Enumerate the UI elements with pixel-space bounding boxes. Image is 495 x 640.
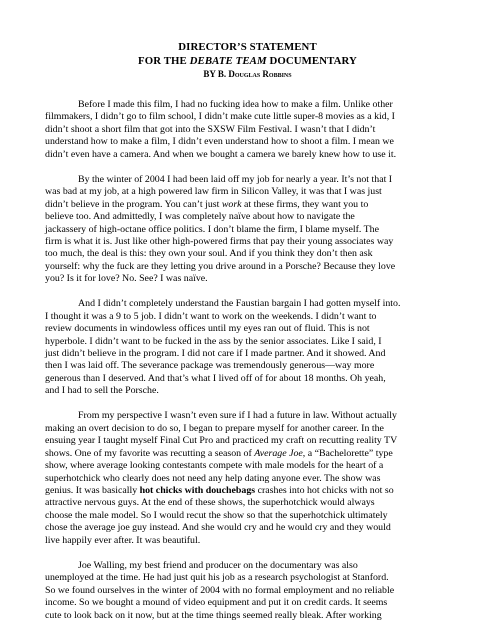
title-suffix: DOCUMENTARY <box>266 55 357 67</box>
text-line: And I didn’t completely understand the Faustian bargain I had gotten myself into. <box>78 298 401 310</box>
text-line: unemployed at the time. He had just quit his job as a research psychologist at Stanford. <box>45 572 389 584</box>
title-prefix: FOR THE <box>138 55 190 67</box>
text-line: just didn’t believe in the program. I did not care if I made partner. And it showed. And <box>45 348 386 360</box>
text-segment: , a “Bachelorette” type <box>302 447 393 459</box>
text-line: was bad at my job, at a high powered law firm in Silicon Valley, it was that I was just <box>45 186 382 198</box>
text-line: making an overt decision to do so, I began to prepare myself for another career. In the <box>45 422 384 434</box>
text-line <box>45 448 465 460</box>
text-line: By the winter of 2004 I had been laid off my job for nearly a year. It’s not that I <box>78 173 393 185</box>
paragraph <box>45 99 465 161</box>
text-line: believe too. And admittedly, I was completely naïve about how to navigate the <box>45 211 355 223</box>
text-line: generous than I deserved. And that’s what I lived off of for about 18 months. Oh yeah, <box>45 372 386 384</box>
bold-emphasis: hot chicks with douchebags <box>139 485 256 496</box>
author-name: B. Douglas Robbins <box>217 69 292 79</box>
text-line: understand how to make a film, I didn’t even understand how to shoot a film. I mean we <box>45 136 394 148</box>
text-line: Joe Walling, my best friend and producer on the documentary was also <box>78 559 358 571</box>
paragraph <box>45 174 465 286</box>
text-line: Before I made this film, I had no fucking idea how to make a film. Unlike other <box>78 99 393 110</box>
italic-emphasis: Average Joe <box>254 447 303 459</box>
title-block <box>0 40 495 81</box>
text-segment: shows. One of my favorite was recutting a season of <box>45 447 255 459</box>
text-line: cute to look back on it now, but at the time things seemed really bleak. After working <box>45 609 382 621</box>
text-line: show, where average looking contestants compete with male models for the heart of a <box>45 460 384 472</box>
text-line: review documents in windowless offices until my eyes ran out of fluid. This is not <box>45 323 370 335</box>
text-line: I thought it was a 9 to 5 job. I didn’t want to work on the weekends. I didn’t want to <box>45 310 377 322</box>
byline-prefix: BY <box>203 69 216 79</box>
text-line: then I was laid off. The severance package was tremendously generous—way more <box>45 360 375 372</box>
text-line: income. So we bought a mound of video equipment and put it on credit cards. It seems <box>45 597 388 609</box>
text-line: choose the male model. So I would recut the show so that the superhotchick ultimately <box>45 509 388 521</box>
text-line: hyperbole. I didn’t want to be fucked in the ass by the senior associates. Like I said, I <box>45 335 382 347</box>
text-line: jackassery of high-octane office politics. I don’t blame the firm, I blame myself. The <box>45 223 379 235</box>
text-segment: genius. It was basically <box>45 485 140 496</box>
text-line: firm is what it is. Just like other high-powered firms that pay their young associates way <box>45 235 394 247</box>
paragraph <box>45 560 465 622</box>
text-line: filmmakers, I didn’t go to film school, I didn’t make cute little super-8 movies as a kid, I <box>45 111 395 123</box>
title-line-2 <box>0 54 495 68</box>
text-line: superhotchick who clearly does not need any help dating anyone ever. The show was <box>45 472 381 484</box>
text-line: too much, the deal is this: they own your soul. And if you think they don’t then ask <box>45 248 373 260</box>
title-line-1 <box>0 40 495 54</box>
text-line: didn’t even have a camera. And when we bought a camera we barely knew how to use it. <box>45 148 397 160</box>
paragraph <box>45 410 465 547</box>
text-segment: crashes into hot chicks with not so <box>255 485 394 496</box>
film-title: DEBATE TEAM <box>189 55 267 67</box>
text-segment: at these firms, they want you to <box>241 198 369 210</box>
body-text <box>45 99 465 634</box>
text-line <box>45 485 465 497</box>
text-line: attractive nervous guys. At the end of these shows, the superhotchick would always <box>45 497 375 509</box>
text-line <box>45 199 465 211</box>
text-line: you? Is it for love? No. See? I was naïve. <box>45 273 208 285</box>
text-line: So we found ourselves in the winter of 2004 with no formal employment and no reliable <box>45 584 395 596</box>
text-line: chose the average joe guy instead. And she would cry and he would cry and they would <box>45 522 391 534</box>
text-line: ensuing year I taught myself Final Cut Pro and practiced my craft on recutting reality TV <box>45 435 398 447</box>
text-segment: didn’t believe in the program. You can’t just <box>45 198 222 210</box>
text-line: yourself: why the fuck are they letting you drive around in a Porsche? Because they love <box>45 260 396 272</box>
title-text: DIRECTOR’S STATEMENT <box>178 41 317 53</box>
byline <box>0 68 495 81</box>
italic-emphasis: work <box>221 198 242 210</box>
text-line: and I had to sell the Porsche. <box>45 385 159 397</box>
text-line: didn’t shoot a short film that got into the SXSW Film Festival. I wasn’t that I didn’t <box>45 123 376 135</box>
text-line: live happily ever after. It was beautiful. <box>45 534 201 546</box>
text-line: From my perspective I wasn’t even sure if I had a future in law. Without actually <box>78 410 397 422</box>
paragraph <box>45 298 465 398</box>
